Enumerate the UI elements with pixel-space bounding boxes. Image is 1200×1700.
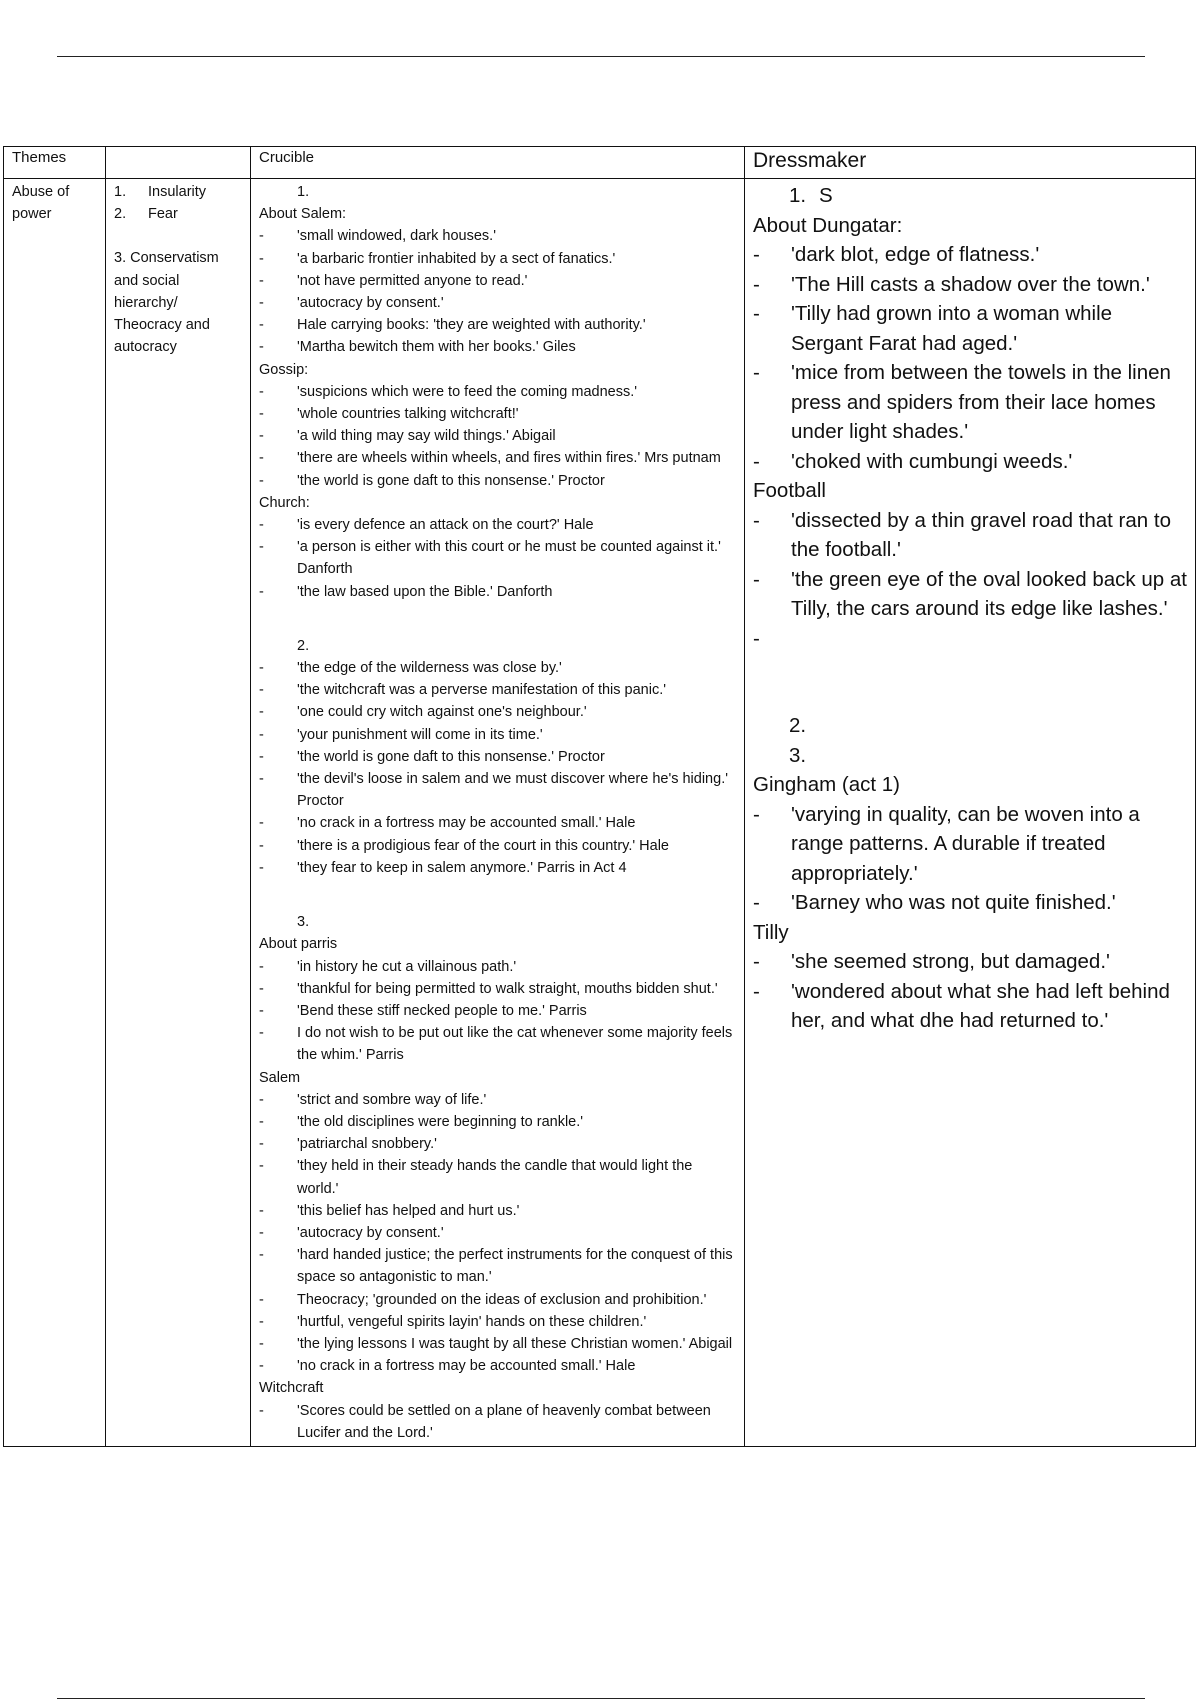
bullet-dash: - xyxy=(259,517,264,534)
quote-text: 'patriarchal snobbery.' xyxy=(297,1136,437,1153)
quote-text: 'hard handed justice; the perfect instruments for the conquest of this space so antagonistic to man.' xyxy=(297,1247,733,1286)
section-heading: Witchcraft xyxy=(259,1380,324,1397)
bullet-dash: - xyxy=(753,449,760,473)
quote-text: 'the law based upon the Bible.' Danforth xyxy=(297,583,553,600)
list-item xyxy=(259,1000,736,1022)
quote-text: Hale carrying books: 'they are weighted with authority.' xyxy=(297,317,646,334)
section-heading: About Salem: xyxy=(259,206,347,223)
quote-text: 'small windowed, dark houses.' xyxy=(297,228,496,245)
list-item xyxy=(259,536,736,580)
bullet-dash: - xyxy=(259,383,264,400)
section-number: 1. S xyxy=(789,184,833,207)
bullet-dash: - xyxy=(259,1136,264,1153)
list-item xyxy=(259,1355,736,1377)
bullet-dash: - xyxy=(259,660,264,677)
bullet-dash: - xyxy=(259,815,264,832)
themes-table xyxy=(3,146,1196,1447)
header-rule xyxy=(57,56,1145,57)
section-heading: Football xyxy=(753,479,826,502)
quote-text: 'there is a prodigious fear of the court in this country.' Hale xyxy=(297,837,669,854)
list-item xyxy=(259,1333,736,1355)
list-item xyxy=(259,1133,736,1155)
quote-text: 'Bend these stiff necked people to me.' Parris xyxy=(297,1002,587,1019)
quote-text: 'varying in quality, can be woven into a range patterns. A durable if treated appropriately.' xyxy=(791,802,1140,885)
bullet-dash: - xyxy=(753,802,760,826)
quote-text: 'this belief has helped and hurt us.' xyxy=(297,1202,520,1219)
list-item xyxy=(259,1089,736,1111)
bullet-dash: - xyxy=(259,228,264,245)
bullet-dash: - xyxy=(753,243,760,266)
bullet-dash: - xyxy=(259,1158,264,1175)
quote-text: 'thankful for being permitted to walk straight, mouths bidden shut.' xyxy=(297,980,718,997)
bullet-dash: - xyxy=(259,682,264,699)
section-heading: Gingham (act 1) xyxy=(753,773,900,796)
section-heading: Church: xyxy=(259,494,310,511)
quote-text: 'dissected by a thin gravel road that ran to the football.' xyxy=(791,508,1171,561)
list-item xyxy=(753,888,1187,918)
section-number: 3. xyxy=(297,914,310,931)
quote-text: 'Scores could be settled on a plane of heavenly combat between Lucifer and the Lord.' xyxy=(297,1402,711,1441)
quote-text: 'wondered about what she had left behind her, and what dhe had returned to.' xyxy=(791,979,1170,1032)
quote-text: 'no crack in a fortress may be accounted small.' Hale xyxy=(297,815,636,832)
section-number: 1. xyxy=(297,184,310,200)
section-heading: About Dungatar: xyxy=(753,213,903,237)
quote-text: 'the edge of the wilderness was close by.' xyxy=(297,660,562,677)
list-item xyxy=(259,514,736,536)
bullet-dash: - xyxy=(259,339,264,356)
list-item xyxy=(753,947,1187,977)
table-row xyxy=(4,179,1196,1447)
quote-text: 'she seemed strong, but damaged.' xyxy=(791,950,1110,973)
bullet-dash: - xyxy=(259,1091,264,1108)
quote-text: 'a barbaric frontier inhabited by a sect of fanatics.' xyxy=(297,250,616,267)
bullet-dash: - xyxy=(753,272,760,296)
list-item xyxy=(259,746,736,768)
list-item xyxy=(259,812,736,834)
section-number: 2. xyxy=(789,714,807,737)
bullet-dash: - xyxy=(259,317,264,334)
bullet-dash: - xyxy=(259,1291,264,1308)
list-item xyxy=(259,1111,736,1133)
list-item xyxy=(259,857,736,879)
list-item xyxy=(259,768,736,812)
bullet-dash: - xyxy=(753,891,760,914)
dressmaker-cell xyxy=(745,179,1196,1447)
quote-text: 'Tilly had grown into a woman while Sergant Farat had aged.' xyxy=(791,302,1113,355)
list-item xyxy=(259,1244,736,1288)
bullet-dash: - xyxy=(259,859,264,876)
bullet-dash: - xyxy=(753,567,760,591)
bullet-dash: - xyxy=(259,428,264,445)
list-item xyxy=(753,624,1187,654)
section-heading: Tilly xyxy=(753,920,789,944)
list-item xyxy=(753,270,1187,300)
header-blank xyxy=(106,147,251,179)
list-item xyxy=(259,701,736,723)
section-number: 2. xyxy=(297,637,310,654)
list-item xyxy=(259,270,736,292)
quote-text: 'the world is gone daft to this nonsense.' Proctor xyxy=(297,472,605,489)
quote-text: 'the green eye of the oval looked back up at Tilly, the cars around its edge like lashes.' xyxy=(791,567,1187,620)
quote-text: 'in history he cut a villainous path.' xyxy=(297,958,517,975)
list-item xyxy=(259,403,736,425)
list-item xyxy=(753,506,1187,565)
section-heading: Salem xyxy=(259,1069,301,1086)
quote-text: 'mice from between the towels in the linen press and spiders from their lace homes under light shades.' xyxy=(791,361,1171,443)
quote-text: 'is every defence an attack on the court?' Hale xyxy=(297,517,594,534)
list-item xyxy=(259,470,736,492)
list-item xyxy=(259,581,736,603)
bullet-dash: - xyxy=(259,539,264,556)
list-item xyxy=(259,835,736,857)
quote-text: 'a person is either with this court or he must be counted against it.' Danforth xyxy=(297,539,721,578)
list-item xyxy=(259,314,736,336)
bullet-dash: - xyxy=(259,704,264,721)
footer-rule xyxy=(57,1698,1145,1699)
quote-text: 'autocracy by consent.' xyxy=(297,295,444,312)
bullet-dash: - xyxy=(259,958,264,975)
list-item xyxy=(259,1311,736,1333)
list-item xyxy=(259,679,736,701)
quote-text: 'they held in their steady hands the candle that would light the world.' xyxy=(297,1158,693,1197)
list-item xyxy=(753,565,1187,624)
list-item xyxy=(259,425,736,447)
list-item xyxy=(753,447,1187,477)
list-item xyxy=(259,447,736,469)
subtheme-third: 3. Conservatism and social hierarchy/ Theocracy and autocracy xyxy=(114,250,219,356)
list-item xyxy=(259,657,736,679)
quote-text: 'Martha bewitch them with her books.' Giles xyxy=(297,339,576,356)
header-crucible: Crucible xyxy=(251,147,745,179)
section-heading: About parris xyxy=(259,936,338,953)
list-item xyxy=(259,1289,736,1311)
bullet-dash: - xyxy=(259,583,264,600)
quote-text: 'the devil's loose in salem and we must discover where he's hiding.' Proctor xyxy=(297,771,728,810)
quote-text: Theocracy; 'grounded on the ideas of exclusion and prohibition.' xyxy=(297,1291,707,1308)
section-number: 3. xyxy=(789,743,807,767)
bullet-dash: - xyxy=(259,272,264,289)
list-item xyxy=(259,978,736,1000)
list-item xyxy=(259,381,736,403)
quote-text: 'they fear to keep in salem anymore.' Parris in Act 4 xyxy=(297,859,627,876)
list-item xyxy=(259,1022,736,1066)
bullet-dash: - xyxy=(259,450,264,467)
list-item xyxy=(753,358,1187,447)
theme-cell xyxy=(4,179,106,1447)
list-item xyxy=(259,336,736,358)
table-header-row xyxy=(4,147,1196,179)
bullet-dash: - xyxy=(259,748,264,765)
list-item xyxy=(259,1222,736,1244)
bullet-dash: - xyxy=(259,980,264,997)
quote-text: 'dark blot, edge of flatness.' xyxy=(791,243,1040,266)
bullet-dash: - xyxy=(259,1402,264,1419)
list-item xyxy=(753,299,1187,358)
bullet-dash: - xyxy=(259,295,264,312)
section-heading: Gossip: xyxy=(259,361,309,378)
bullet-dash: - xyxy=(753,508,760,532)
bullet-dash: - xyxy=(753,950,760,973)
bullet-dash: - xyxy=(753,626,760,650)
bullet-dash: - xyxy=(259,250,264,267)
subthemes-cell xyxy=(106,179,251,1447)
bullet-dash: - xyxy=(259,1113,264,1130)
bullet-dash: - xyxy=(753,361,760,384)
header-dressmaker: Dressmaker xyxy=(745,147,1196,179)
list-item: 2. Fear xyxy=(114,206,178,223)
list-item xyxy=(259,956,736,978)
list-item xyxy=(259,1155,736,1199)
crucible-cell xyxy=(251,179,745,1447)
bullet-dash: - xyxy=(259,771,264,788)
quote-text: 'strict and sombre way of life.' xyxy=(297,1091,487,1108)
bullet-dash: - xyxy=(753,979,760,1003)
bullet-dash: - xyxy=(259,1224,264,1241)
quote-text: 'no crack in a fortress may be accounted small.' Hale xyxy=(297,1358,636,1375)
bullet-dash: - xyxy=(259,1025,264,1042)
list-item xyxy=(259,225,736,247)
quote-text: 'whole countries talking witchcraft!' xyxy=(297,406,519,423)
quote-text: 'choked with cumbungi weeds.' xyxy=(791,449,1073,473)
quote-text: 'there are wheels within wheels, and fires within fires.' Mrs putnam xyxy=(297,450,721,467)
header-themes: Themes xyxy=(4,147,106,179)
quote-text: 'the witchcraft was a perverse manifestation of this panic.' xyxy=(297,682,667,699)
list-item xyxy=(259,1200,736,1222)
list-item: 1. Insularity xyxy=(114,184,207,200)
quote-text: 'The Hill casts a shadow over the town.' xyxy=(791,272,1150,296)
list-item xyxy=(753,240,1187,270)
bullet-dash: - xyxy=(259,1335,264,1352)
quote-text: 'the world is gone daft to this nonsense.' Proctor xyxy=(297,748,605,765)
bullet-dash: - xyxy=(259,1202,264,1219)
bullet-dash: - xyxy=(259,472,264,489)
list-item xyxy=(753,977,1187,1036)
bullet-dash: - xyxy=(259,406,264,423)
quote-text: 'the lying lessons I was taught by all these Christian women.' Abigail xyxy=(297,1335,733,1352)
list-item xyxy=(259,248,736,270)
list-item xyxy=(259,292,736,314)
bullet-dash: - xyxy=(259,726,264,743)
bullet-dash: - xyxy=(259,837,264,854)
quote-text: 'hurtful, vengeful spirits layin' hands on these children.' xyxy=(297,1313,647,1330)
quote-text: 'suspicions which were to feed the coming madness.' xyxy=(297,383,638,400)
quote-text: 'your punishment will come in its time.' xyxy=(297,726,543,743)
bullet-dash: - xyxy=(259,1313,264,1330)
list-item xyxy=(753,800,1187,889)
quote-text: I do not wish to be put out like the cat whenever some majority feels the whim.' Parris xyxy=(297,1025,733,1064)
quote-text: 'autocracy by consent.' xyxy=(297,1224,444,1241)
quote-text: 'Barney who was not quite finished.' xyxy=(791,891,1116,914)
quote-text: 'the old disciplines were beginning to rankle.' xyxy=(297,1113,584,1130)
quote-text: 'not have permitted anyone to read.' xyxy=(297,272,528,289)
bullet-dash: - xyxy=(753,302,760,325)
list-item xyxy=(259,1400,736,1444)
quote-text: 'a wild thing may say wild things.' Abigail xyxy=(297,428,556,445)
bullet-dash: - xyxy=(259,1358,264,1375)
theme-label: Abuse of power xyxy=(12,184,70,223)
bullet-dash: - xyxy=(259,1002,264,1019)
quote-text: 'one could cry witch against one's neighbour.' xyxy=(297,704,587,721)
bullet-dash: - xyxy=(259,1247,264,1264)
list-item xyxy=(259,724,736,746)
